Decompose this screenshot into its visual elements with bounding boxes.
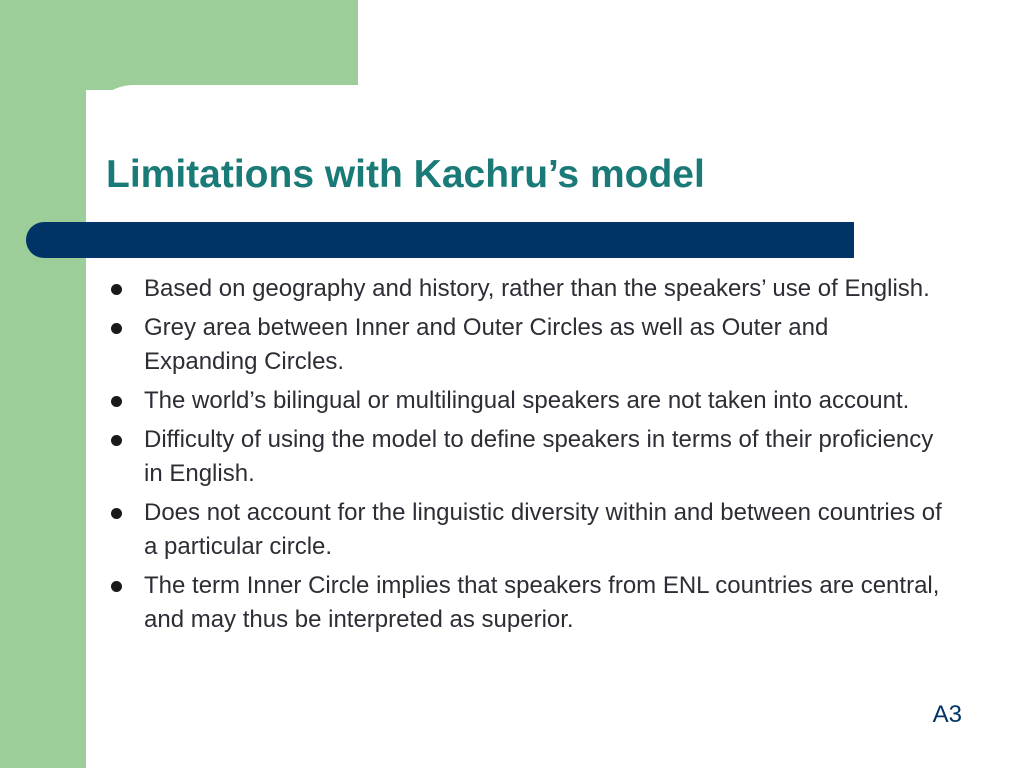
bullet-list [106,272,946,642]
bullet-text: The term Inner Circle implies that speakers from ENL countries are central, and may thus be interpreted as superior. [144,572,940,633]
bullet-text: Difficulty of using the model to define speakers in terms of their proficiency in English. [144,426,934,487]
bullet-dot-icon [111,323,122,334]
bullet-text: The world’s bilingual or multilingual speakers are not taken into account. [144,387,910,414]
slide-title: Limitations with Kachru’s model [106,153,705,196]
bullet-item [106,496,946,564]
bullet-text: Grey area between Inner and Outer Circles as well as Outer and Expanding Circles. [144,314,829,375]
bullet-dot-icon [111,284,122,295]
bullet-item [106,569,946,637]
green-left-decoration [0,0,86,768]
slide-number: A3 [932,701,962,728]
bullet-dot-icon [111,581,122,592]
bullet-dot-icon [111,396,122,407]
bullet-item [106,423,946,491]
title-underline-bar [26,222,854,258]
bullet-item [106,384,946,418]
bullet-dot-icon [111,435,122,446]
bullet-text: Does not account for the linguistic diversity within and between countries of a particular circle. [144,499,942,560]
bullet-text: Based on geography and history, rather than the speakers’ use of English. [144,275,930,302]
bullet-dot-icon [111,508,122,519]
bullet-item [106,311,946,379]
bullet-item [106,272,946,306]
